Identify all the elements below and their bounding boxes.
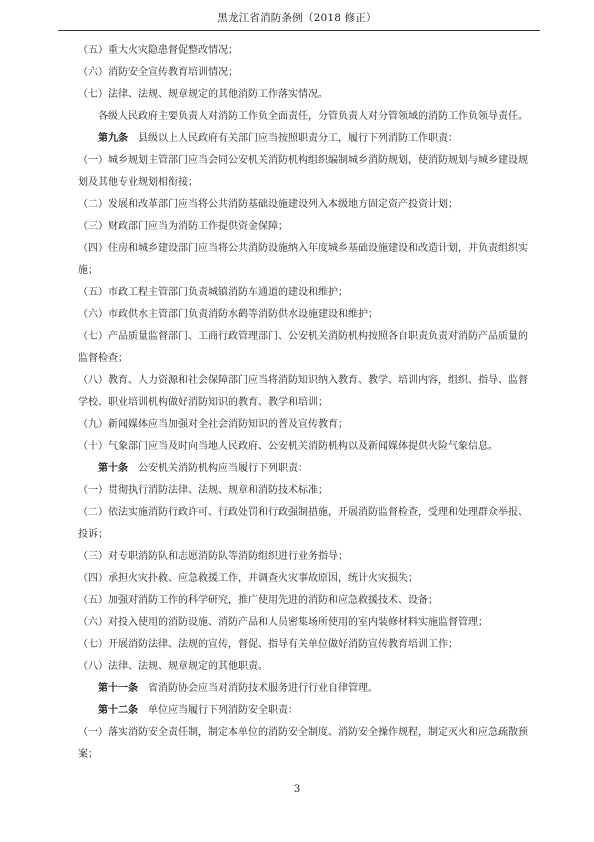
article-label: 第十二条 (98, 705, 138, 716)
article-text: 单位应当履行下列消防安全职责： (148, 705, 298, 716)
document-body (78, 40, 530, 766)
list-item: （五）市政工程主管部门负责城镇消防车通道的建设和维护； (78, 287, 348, 298)
list-item: （一）贯彻执行消防法律、法规、规章和消防技术标准； (78, 485, 328, 496)
list-item: （六）消防安全宣传教育培训情况； (78, 67, 238, 78)
list-item: （七）开展消防法律、法规的宣传，督促、指导有关单位做好消防宣传教育培训工作； (78, 639, 458, 650)
article-paragraph (78, 700, 530, 722)
article-text: 县级以上人民政府有关部门应当按照职责分工，履行下列消防工作职责： (138, 133, 458, 144)
list-item: （九）新闻媒体应当加强对全社会消防知识的普及宣传教育； (78, 419, 348, 430)
paragraph: 各级人民政府主要负责人对消防工作负全面责任，分管负责人对分管领域的消防工作负领导责任。 (98, 111, 528, 122)
list-item: （七）产品质量监督部门、工商行政管理部门、公安机关消防机构按照各自职责负责对消防产品质量的监督检查； (78, 331, 528, 364)
article-paragraph (78, 678, 530, 700)
header-divider (58, 30, 540, 31)
list-item: （四）承担火灾扑救、应急救援工作，并调查火灾事故原因，统计火灾损失； (78, 573, 418, 584)
list-item: （八）法律、法规、规章规定的其他职责。 (78, 661, 268, 672)
list-item: （七）法律、法规、规章规定的其他消防工作落实情况。 (78, 89, 328, 100)
page-number: 3 (293, 784, 301, 795)
article-paragraph (78, 128, 530, 150)
running-header: 黑龙江省消防条例（2018 修正） (217, 12, 377, 24)
list-item: （五）加强对消防工作的科学研究，推广使用先进的消防和应急救援技术、设备； (78, 595, 438, 606)
list-item: （一）落实消防安全责任制，制定本单位的消防安全制度、消防安全操作规程，制定灭火和应急疏散预案； (78, 727, 528, 760)
list-item: （十）气象部门应当及时向当地人民政府、公安机关消防机构以及新闻媒体提供火险气象信息。 (78, 441, 498, 452)
list-item: （六）对投入使用的消防设施、消防产品和人员密集场所使用的室内装修材料实施监督管理； (78, 617, 488, 628)
article-label: 第十条 (98, 463, 128, 474)
list-item: （六）市政供水主管部门负责消防水鹤等消防供水设施建设和维护； (78, 309, 378, 320)
article-label: 第十一条 (98, 683, 138, 694)
article-label: 第九条 (98, 133, 128, 144)
list-item: （二）发展和改革部门应当将公共消防基础设施建设列入本级地方固定资产投资计划； (78, 199, 458, 210)
article-text: 省消防协会应当对消防技术服务进行行业自律管理。 (148, 683, 378, 694)
list-item: （二）依法实施消防行政许可、行政处罚和行政强制措施，开展消防监督检查，受理和处理群众举报、投诉； (78, 507, 528, 540)
list-item: （一）城乡规划主管部门应当会同公安机关消防机构组织编制城乡消防规划，使消防规划与城乡建设规划及其他专业规划相衔接； (78, 155, 528, 188)
list-item: （三）对专职消防队和志愿消防队等消防组织进行业务指导； (78, 551, 348, 562)
list-item: （四）住房和城乡建设部门应当将公共消防设施纳入年度城乡基础设施建设和改造计划，并负责组织实施； (78, 243, 528, 276)
list-item: （八）教育、人力资源和社会保障部门应当将消防知识纳入教育、教学、培训内容，组织、指导、监督学校、职业培训机构做好消防知识的教育、教学和培训； (78, 375, 528, 408)
list-item: （三）财政部门应当为消防工作提供资金保障； (78, 221, 288, 232)
list-item: （五）重大火灾隐患督促整改情况； (78, 45, 238, 56)
article-text: 公安机关消防机构应当履行下列职责： (138, 463, 308, 474)
article-paragraph (78, 458, 530, 480)
